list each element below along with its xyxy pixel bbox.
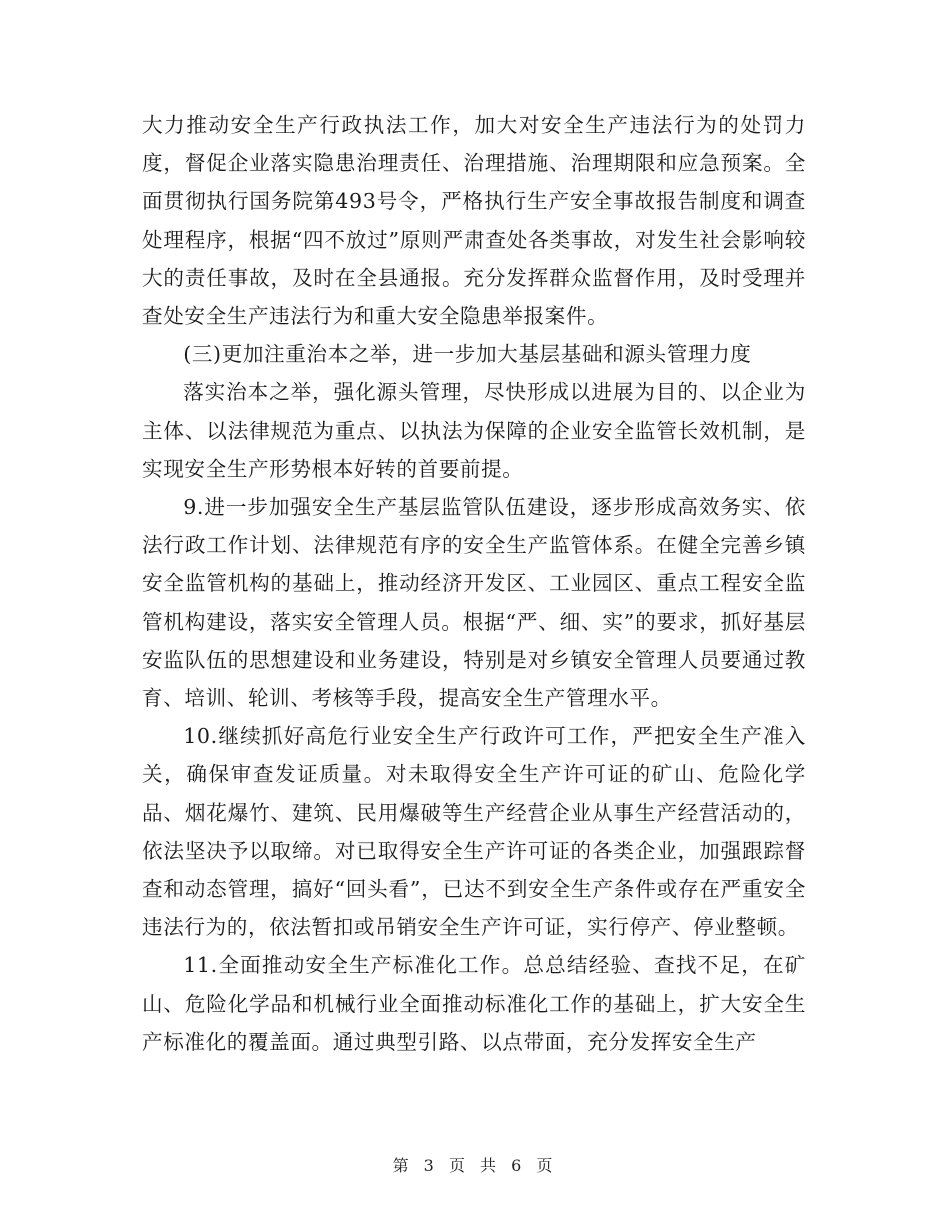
- paragraph-enforcement: 大力推动安全生产行政执法工作，加大对安全生产违法行为的处罚力度，督促企业落实隐患治理责任、治理措施、治理期限和应急预案。全面贯彻执行国务院第493号令，严格执行生产安全事故报告制度和调查处理程序，根据“四不放过”原则严肃查处各类事故，对发生社会影响较大的责任事故，及时在全县通报。充分发挥群众监督作用，及时受理并查处安全生产违法行为和重大安全隐患举报案件。: [142, 113, 806, 329]
- paragraph-item-9: 9.进一步加强安全生产基层监管队伍建设，逐步形成高效务实、依法行政工作计划、法律规范有序的安全生产监管体系。在健全完善乡镇安全监管机构的基础上，推动经济开发区、工业园区、重点工程安全监管机构建设，落实安全管理人员。根据“严、细、实”的要求，抓好基层安监队伍的思想建设和业务建设，特别是对乡镇安全管理人员要通过教育、培训、轮训、考核等手段，提高安全生产管理水平。: [142, 495, 806, 711]
- paragraph-item-10: 10.继续抓好高危行业安全生产行政许可工作，严把安全生产准入关，确保审查发证质量。对未取得安全生产许可证的矿山、危险化学品、烟花爆竹、建筑、民用爆破等生产经营企业从事生产经营活动的，依法坚决予以取缔。对已取得安全生产许可证的各类企业，加强跟踪督查和动态管理，搞好“回头看”，已达不到安全生产条件或存在严重安全违法行为的，依法暂扣或吊销安全生产许可证，实行停产、停业整顿。: [142, 724, 806, 940]
- page-number-footer: 第 3 页 共 6 页: [392, 1156, 558, 1175]
- document-body: [142, 106, 806, 1061]
- paragraph-item-11: 11.全面推动安全生产标准化工作。总总结经验、查找不足，在矿山、危险化学品和机械行业全面推动标准化工作的基础上，扩大安全生产标准化的覆盖面。通过典型引路、以点带面，充分发挥安全生产: [142, 953, 806, 1054]
- paragraph-root-cause: 落实治本之举，强化源头管理，尽快形成以进展为目的、以企业为主体、以法律规范为重点、以执法为保障的企业安全监管长效机制，是实现安全生产形势根本好转的首要前提。: [142, 380, 806, 481]
- section-heading-three: (三)更加注重治本之举，进一步加大基层基础和源头管理力度: [183, 342, 752, 367]
